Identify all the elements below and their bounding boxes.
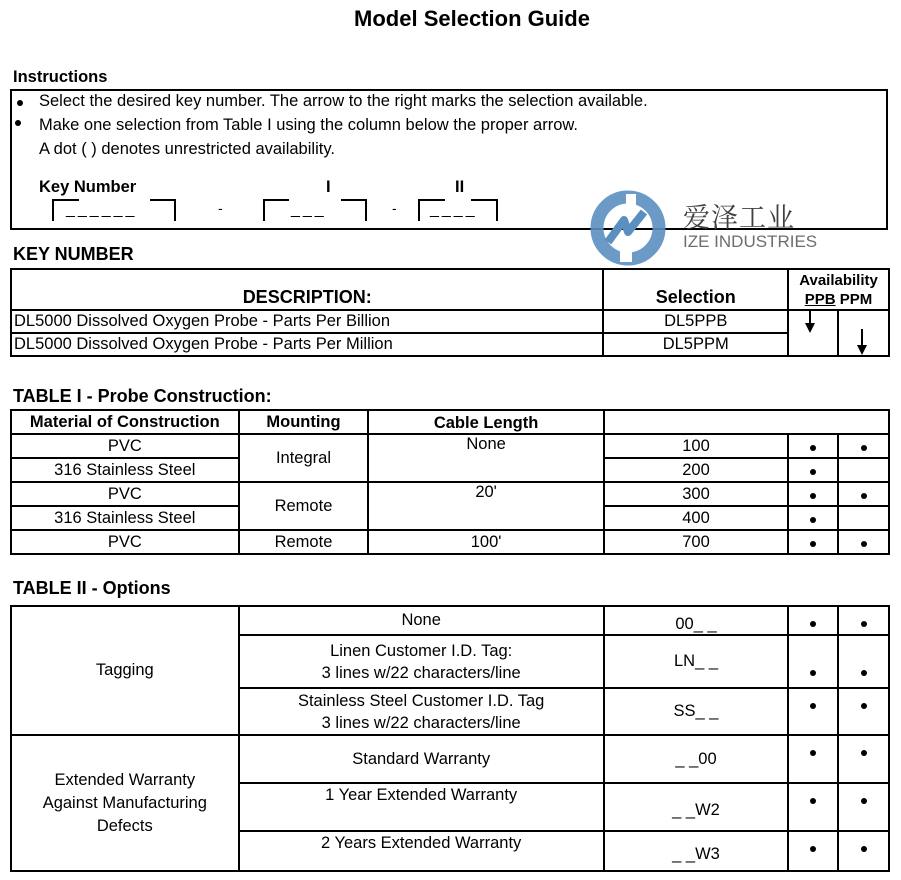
- cable-length-header: Cable Length: [368, 410, 603, 434]
- description-cell: DL5000 Dissolved Oxygen Probe - Parts Per Million: [11, 333, 603, 356]
- code-cell: 200: [604, 458, 788, 482]
- page-title: Model Selection Guide: [354, 6, 590, 31]
- ppb-avail: [788, 530, 838, 554]
- ize-logo-icon: [590, 190, 666, 266]
- bracket-right: [174, 199, 176, 221]
- code-cell: 400: [604, 506, 788, 530]
- availability-label: Availability: [799, 272, 878, 289]
- ppm-label: PPM: [839, 291, 873, 308]
- bracket-left: [52, 199, 54, 221]
- ppb-avail: [788, 458, 838, 482]
- dot-icon: [810, 670, 816, 676]
- table-row: [11, 333, 889, 356]
- table-row: [11, 310, 889, 333]
- dot-icon: [810, 517, 816, 523]
- dot-icon: [861, 541, 867, 547]
- description-cell: DL5000 Dissolved Oxygen Probe - Parts Per Billion: [11, 310, 603, 333]
- ppb-column: [788, 310, 838, 356]
- arrow-down-icon: [803, 311, 817, 333]
- ppm-avail: [838, 606, 889, 635]
- ppm-avail: [838, 482, 889, 506]
- dot-icon: [810, 798, 816, 804]
- watermark-en-text: IZE INDUSTRIES: [683, 232, 818, 251]
- table-i-heading: TABLE I - Probe Construction:: [13, 386, 272, 406]
- table-row: [11, 434, 889, 458]
- dot-icon: [810, 469, 816, 475]
- ppb-avail: [788, 635, 838, 688]
- bracket-left: [263, 199, 265, 221]
- ppm-column: [838, 310, 889, 356]
- material-cell: PVC: [11, 434, 239, 458]
- code-cell: 700: [604, 530, 788, 554]
- bracket-left: [263, 199, 289, 201]
- instruction-line-2: Make one selection from Table I using the column below the proper arrow.: [39, 116, 578, 134]
- option-label-line: Linen Customer I.D. Tag:: [330, 641, 513, 660]
- table-i: [10, 409, 890, 555]
- cable-cell: 20': [368, 482, 603, 530]
- code-cell: 100: [604, 434, 788, 458]
- table-row: [11, 530, 889, 554]
- material-cell: PVC: [11, 482, 239, 506]
- dot-icon: [861, 703, 867, 709]
- table-ii-heading: TABLE II - Options: [13, 578, 171, 598]
- ppb-avail: [788, 783, 838, 831]
- option-label: 1 Year Extended Warranty: [239, 783, 604, 831]
- mounting-cell: Integral: [239, 434, 369, 482]
- cable-cell: 100': [368, 530, 603, 554]
- dot-icon: [861, 798, 867, 804]
- selection-header: Selection: [603, 269, 788, 310]
- instruction-line-1: Select the desired key number. The arrow to the right marks the selection available.: [39, 92, 648, 110]
- bullet-icon: [15, 120, 21, 126]
- option-code: SS_ _: [604, 688, 789, 735]
- ppb-avail: [788, 482, 838, 506]
- ppb-avail: [788, 606, 838, 635]
- group-warranty: [11, 735, 239, 871]
- dot-icon: [861, 445, 867, 451]
- option-code: _ _W3: [604, 831, 789, 871]
- ppb-avail: [788, 688, 838, 735]
- availability-header: [788, 269, 889, 310]
- material-cell: 316 Stainless Steel: [11, 458, 239, 482]
- selection-cell: DL5PPM: [603, 333, 788, 356]
- ppm-avail: [838, 530, 889, 554]
- bracket-right: [496, 199, 498, 221]
- ppm-avail: [838, 635, 889, 688]
- bracket-left: [418, 199, 420, 221]
- dot-icon: [861, 493, 867, 499]
- code-cell: 300: [604, 482, 788, 506]
- dot-icon: [810, 703, 816, 709]
- mounting-cell: Remote: [239, 482, 369, 530]
- option-label: 2 Years Extended Warranty: [239, 831, 604, 871]
- table-row: [11, 735, 889, 783]
- group-label-line: Against Manufacturing: [42, 793, 207, 812]
- mounting-cell: Remote: [239, 530, 369, 554]
- selection-cell: DL5PPB: [603, 310, 788, 333]
- bullet-icon: [17, 100, 23, 106]
- option-label-line: Stainless Steel Customer I.D. Tag: [297, 691, 545, 710]
- watermark-logo: [590, 190, 820, 270]
- dot-icon: [810, 493, 816, 499]
- table-ii-slots: ____: [430, 201, 478, 218]
- dot-icon: [861, 670, 867, 676]
- option-label: [239, 635, 604, 688]
- dot-icon: [861, 846, 867, 852]
- ppm-avail: [838, 458, 889, 482]
- option-label-line: 3 lines w/22 characters/line: [321, 663, 521, 682]
- group-label-line: Extended Warranty: [54, 770, 196, 789]
- group-tagging: Tagging: [11, 606, 239, 735]
- separator: -: [218, 200, 223, 216]
- table-row: [11, 482, 889, 506]
- table-i-label: I: [326, 178, 331, 196]
- arrow-down-icon: [855, 329, 869, 355]
- option-label: [239, 688, 604, 735]
- ppm-avail: [838, 688, 889, 735]
- table-ii-label: II: [455, 178, 465, 196]
- option-label-line: 3 lines w/22 characters/line: [321, 713, 521, 732]
- dot-icon: [810, 750, 816, 756]
- table-ii: [10, 605, 890, 872]
- material-header: Material of Construction: [11, 410, 239, 434]
- ppb-label: PPB: [804, 291, 836, 308]
- option-code: LN_ _: [604, 635, 789, 688]
- option-code: 00_ _: [604, 606, 789, 635]
- cable-cell: None: [368, 434, 603, 482]
- ppm-avail: [838, 783, 889, 831]
- dot-icon: [861, 750, 867, 756]
- ppb-avail: [788, 434, 838, 458]
- ppb-avail: [788, 506, 838, 530]
- table-row: [11, 606, 889, 635]
- key-number-label: Key Number: [39, 178, 137, 196]
- dot-icon: [810, 846, 816, 852]
- dot-icon: [861, 621, 867, 627]
- ppm-avail: [838, 735, 889, 783]
- bracket-right: [150, 199, 176, 201]
- material-cell: PVC: [11, 530, 239, 554]
- ppb-avail: [788, 735, 838, 783]
- option-label: None: [239, 606, 604, 635]
- option-code: _ _W2: [604, 783, 789, 831]
- key-number-slots: ______: [66, 201, 138, 218]
- ppm-avail: [838, 434, 889, 458]
- option-code: _ _00: [604, 735, 789, 783]
- instruction-line-3: A dot ( ) denotes unrestricted availability.: [39, 140, 335, 158]
- instructions-heading: Instructions: [13, 68, 108, 86]
- ppb-avail: [788, 831, 838, 871]
- watermark-cn-text: 爱泽工业: [683, 203, 795, 234]
- dot-icon: [810, 541, 816, 547]
- ppm-avail: [838, 506, 889, 530]
- mounting-header: Mounting: [239, 410, 369, 434]
- bracket-right: [341, 199, 367, 201]
- header-blank: [604, 410, 889, 434]
- ppm-avail: [838, 831, 889, 871]
- table-i-slots: ___: [291, 201, 327, 218]
- separator: -: [392, 200, 397, 216]
- dot-icon: [810, 445, 816, 451]
- dot-icon: [810, 621, 816, 627]
- key-number-table: [10, 268, 890, 357]
- group-label-line: Defects: [96, 816, 153, 835]
- description-header: DESCRIPTION:: [11, 269, 603, 310]
- option-label: Standard Warranty: [239, 735, 604, 783]
- key-number-heading: KEY NUMBER: [13, 244, 134, 264]
- bracket-right: [365, 199, 367, 221]
- material-cell: 316 Stainless Steel: [11, 506, 239, 530]
